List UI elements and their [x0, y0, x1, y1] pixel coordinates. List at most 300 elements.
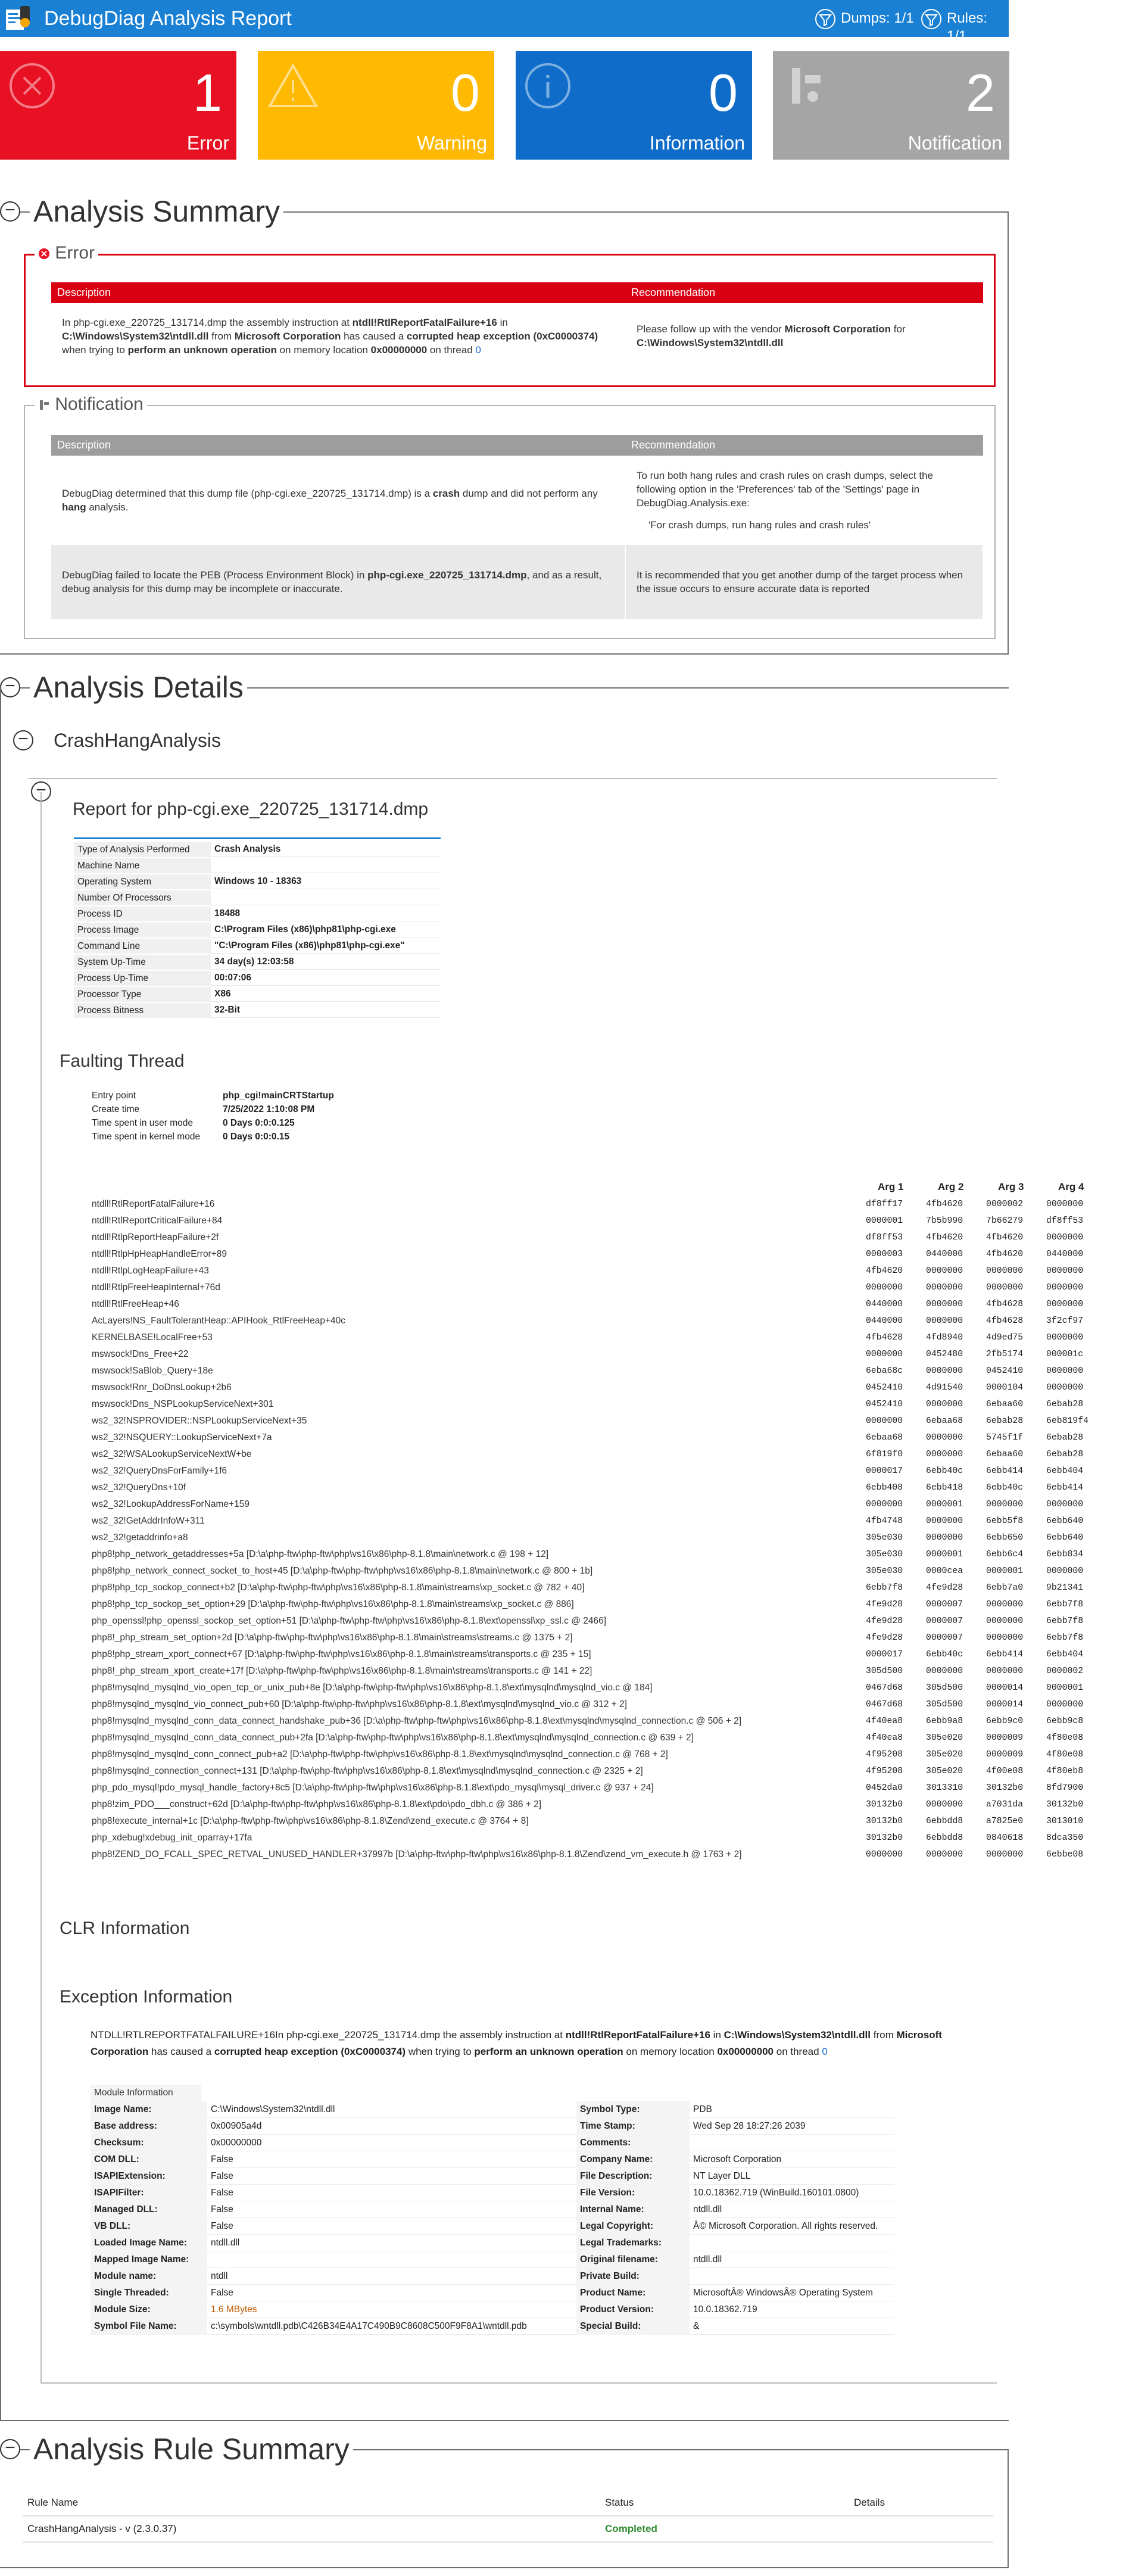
- arg-value: 0000000: [986, 1283, 1024, 1292]
- information-card[interactable]: [516, 51, 752, 160]
- table-row: [51, 303, 983, 369]
- thread-info-key: Entry point: [92, 1091, 136, 1101]
- arg4-header: Arg 4: [1058, 1181, 1084, 1192]
- arg-value: 0440000: [1046, 1250, 1084, 1259]
- arg-value: 6ebb40c: [926, 1466, 963, 1476]
- thread-info-value: 0 Days 0:0:0.125: [223, 1118, 295, 1128]
- stack-frame-args: [866, 1846, 1106, 1863]
- stack-frame-args: [866, 1479, 1106, 1496]
- stack-frame-args: [866, 1596, 1106, 1613]
- module-key: Product Version:: [576, 2301, 690, 2318]
- arg-value: 6ebb7f8: [1046, 1633, 1084, 1643]
- warning-card-label: Warning: [417, 132, 487, 154]
- arg-value: 305e030: [866, 1566, 903, 1576]
- information-circle-icon: [524, 62, 572, 110]
- arg-value: 0000000: [1046, 1333, 1084, 1342]
- table-row: [74, 923, 441, 937]
- module-value: 1.6 MBytes: [207, 2301, 576, 2318]
- table-row: [91, 2285, 894, 2301]
- arg-value: 0467d68: [866, 1683, 903, 1693]
- stack-frame: ws2_32!NSQUERY::LookupServiceNext+7a: [92, 1432, 272, 1443]
- stack-frame-args: [866, 1246, 1106, 1263]
- call-stack-args: [866, 1196, 1106, 1863]
- arg-value: 4f00e08: [986, 1767, 1024, 1776]
- thread-info-value: 7/25/2022 1:10:08 PM: [223, 1104, 315, 1114]
- property-key: System Up-Time: [74, 955, 211, 970]
- module-value: NT Layer DLL: [690, 2168, 894, 2185]
- arg-value: 0000000: [926, 1667, 963, 1676]
- notification-legend: [35, 394, 147, 415]
- stack-frame-args: [866, 1613, 1106, 1630]
- stack-frame-args: [866, 1663, 1106, 1680]
- notification-description-1: DebugDiag determined that this dump file (php-cgi.exe_220725_131714.dmp) is a crash dump and did not perform any hang analysis.: [51, 456, 625, 545]
- notification-col-description: Description: [57, 439, 111, 451]
- table-row: [91, 2235, 894, 2251]
- exception-thread-link[interactable]: 0: [822, 2046, 828, 2057]
- stack-frame: php8!mysqlnd_mysqlnd_conn_connect_pub+a2 [D:\a\php-ftw\php-ftw\php\vs16\x86\php-8.1.8\ext\mysqlnd\mysqlnd_connection.c @ 768 + 2]: [92, 1749, 668, 1759]
- module-value: 0x00000000: [207, 2135, 576, 2151]
- arg-value: 4f40ea8: [866, 1733, 903, 1743]
- module-key: Internal Name:: [576, 2201, 690, 2218]
- property-value: C:\Program Files (x86)\php81\php-cgi.exe: [211, 923, 441, 937]
- module-value: c:\symbols\wntdll.pdb\C426B34E4A17C490B9C8608C500F9F8A1\wntdll.pdb: [207, 2318, 576, 2335]
- stack-frame-args: [866, 1680, 1106, 1696]
- error-col-recommendation: Recommendation: [631, 286, 716, 298]
- notification-legend-label: Notification: [55, 394, 144, 414]
- stack-frame-args: [866, 1513, 1106, 1530]
- arg-value: 4fe9d28: [926, 1583, 963, 1593]
- analysis-details-title: Analysis Details: [30, 671, 247, 704]
- arg-value: df8ff17: [866, 1200, 903, 1209]
- stack-frame: ntdll!RtlFreeHeap+46: [92, 1299, 179, 1309]
- dumps-filter-count[interactable]: Dumps: 1/1: [841, 10, 914, 26]
- property-value: Crash Analysis: [211, 842, 441, 857]
- error-card[interactable]: [0, 51, 236, 160]
- arg1-header: Arg 1: [878, 1181, 904, 1192]
- arg-value: 305e030: [866, 1533, 903, 1543]
- arg-value: 0000001: [926, 1550, 963, 1559]
- stack-frame-args: [866, 1379, 1106, 1396]
- arg-value: 0000000: [986, 1500, 1024, 1509]
- arg-value: 4fb4628: [986, 1300, 1024, 1309]
- stack-frame-args: [866, 1429, 1106, 1446]
- module-information-table: [91, 2101, 894, 2335]
- stack-frame: ntdll!RtlpHpHeapHandleError+89: [92, 1249, 227, 1259]
- arg-value: 0000007: [926, 1600, 963, 1609]
- table-row: [74, 1003, 441, 1018]
- module-key: Mapped Image Name:: [91, 2251, 207, 2268]
- module-key: Single Threaded:: [91, 2285, 207, 2301]
- property-key: Command Line: [74, 939, 211, 954]
- arg-value: 4f80e08: [1046, 1733, 1084, 1743]
- module-value: False: [207, 2285, 576, 2301]
- module-key: File Description:: [576, 2168, 690, 2185]
- arg-value: 0000009: [986, 1750, 1024, 1759]
- module-value: MicrosoftÂ® WindowsÂ® Operating System: [690, 2285, 894, 2301]
- property-value: "C:\Program Files (x86)\php81\php-cgi.exe": [211, 939, 441, 954]
- arg-value: 6eba68c: [866, 1366, 903, 1376]
- module-key: Special Build:: [576, 2318, 690, 2335]
- arg-value: 6ebab28: [986, 1416, 1024, 1426]
- error-count: 1: [193, 63, 222, 122]
- stack-frame-args: [866, 1696, 1106, 1713]
- error-card-label: Error: [186, 132, 229, 154]
- stack-frame: php8!php_stream_xport_connect+67 [D:\a\php-ftw\php-ftw\php\vs16\x86\php-8.1.8\main\streams\transports.c @ 235 + 15]: [92, 1649, 591, 1659]
- arg-value: 0000007: [926, 1616, 963, 1626]
- stack-frame-args: [866, 1646, 1106, 1663]
- arg-value: 0000000: [926, 1266, 963, 1276]
- property-value: [211, 890, 441, 905]
- stack-frame: ws2_32!getaddrinfo+a8: [92, 1532, 188, 1543]
- arg-value: 4fb4620: [866, 1266, 903, 1276]
- stack-frame: ntdll!RtlpReportHeapFailure+2f: [92, 1232, 219, 1242]
- error-table: [51, 282, 984, 369]
- arg-value: 30132b0: [866, 1817, 903, 1826]
- module-key: Comments:: [576, 2135, 690, 2151]
- arg-value: 6ebaa60: [986, 1400, 1024, 1409]
- property-key: Process Bitness: [74, 1003, 211, 1018]
- arg-value: 0452da0: [866, 1783, 903, 1793]
- rule-summary-table: [23, 2490, 993, 2543]
- arg-value: 0452410: [866, 1400, 903, 1409]
- arg-value: 0000000: [986, 1616, 1024, 1626]
- arg-value: 305d500: [926, 1683, 963, 1693]
- table-row: [74, 987, 441, 1002]
- property-key: Operating System: [74, 874, 211, 889]
- arg-value: 0000000: [926, 1850, 963, 1859]
- arg-value: 30132b0: [866, 1833, 903, 1843]
- stack-frame: mswsock!Dns_Free+22: [92, 1349, 189, 1359]
- arg-value: 30132b0: [986, 1783, 1024, 1793]
- stack-frame: ws2_32!LookupAddressForName+159: [92, 1499, 249, 1509]
- module-key: Image Name:: [91, 2101, 207, 2118]
- arg-value: 0000000: [1046, 1700, 1084, 1709]
- arg-value: 000001c: [1046, 1350, 1084, 1359]
- property-value: 00:07:06: [211, 971, 441, 986]
- property-value: [211, 858, 441, 873]
- stack-frame: php8!php_network_getaddresses+5a [D:\a\php-ftw\php-ftw\php\vs16\x86\php-8.1.8\main\network.c @ 198 + 12]: [92, 1549, 549, 1559]
- arg-value: 4fb4628: [986, 1316, 1024, 1326]
- stack-frame: mswsock!Dns_NSPLookupServiceNext+301: [92, 1399, 274, 1409]
- rules-filter-count[interactable]: Rules: 1/1: [947, 10, 988, 44]
- arg-value: 0000000: [986, 1667, 1024, 1676]
- stack-frame-args: [866, 1530, 1106, 1546]
- dumps-filter-icon[interactable]: [815, 8, 836, 30]
- arg-value: 0000000: [986, 1633, 1024, 1643]
- module-key: Checksum:: [91, 2135, 207, 2151]
- stack-frame-args: [866, 1780, 1106, 1796]
- arg-value: 6ebb414: [986, 1650, 1024, 1659]
- module-value: &: [690, 2318, 894, 2335]
- property-value: X86: [211, 987, 441, 1002]
- arg-value: 0000001: [926, 1500, 963, 1509]
- module-key: VB DLL:: [91, 2218, 207, 2235]
- arg3-header: Arg 3: [998, 1181, 1024, 1192]
- warning-triangle-icon: [266, 62, 320, 110]
- report-title: DebugDiag Analysis Report: [44, 7, 292, 30]
- module-value: False: [207, 2185, 576, 2201]
- notification-card-label: Notification: [907, 132, 1002, 154]
- module-value: False: [207, 2218, 576, 2235]
- arg-value: 0000000: [1046, 1283, 1084, 1292]
- table-row: [23, 2490, 993, 2516]
- arg-value: 0000000: [986, 1600, 1024, 1609]
- arg-value: 0000007: [926, 1633, 963, 1643]
- stack-frame-args: [866, 1630, 1106, 1646]
- property-key: Process Up-Time: [74, 971, 211, 986]
- module-value: False: [207, 2168, 576, 2185]
- arg-value: 0000000: [986, 1266, 1024, 1276]
- arg-value: 8dca350: [1046, 1833, 1084, 1843]
- table-row: [74, 874, 441, 889]
- stack-frame-args: [866, 1796, 1106, 1813]
- arg-value: 0000000: [926, 1400, 963, 1409]
- arg-value: 4f95208: [866, 1767, 903, 1776]
- arg-value: 8fd7900: [1046, 1783, 1084, 1793]
- thread-info-key: Create time: [92, 1104, 140, 1114]
- arg-value: 4fe9d28: [866, 1633, 903, 1643]
- table-row: [74, 955, 441, 970]
- module-key: Symbol File Name:: [91, 2318, 207, 2335]
- debugdiag-logo-icon: [5, 5, 32, 32]
- module-key: ISAPIFilter:: [91, 2185, 207, 2201]
- arg-value: 4fb4628: [866, 1333, 903, 1342]
- thread-info-value: php_cgi!mainCRTStartup: [223, 1091, 334, 1101]
- property-value: 18488: [211, 907, 441, 921]
- module-key: Original filename:: [576, 2251, 690, 2268]
- stack-frame-args: [866, 1830, 1106, 1846]
- stack-frame: php8!execute_internal+1c [D:\a\php-ftw\php-ftw\php\vs16\x86\php-8.1.8\Zend\zend_execute.c @ 3764 + 8]: [92, 1816, 529, 1826]
- stack-frame: ws2_32!WSALookupServiceNextW+be: [92, 1449, 252, 1459]
- module-key: Private Build:: [576, 2268, 690, 2285]
- arg-value: 7b66279: [986, 1216, 1024, 1226]
- stack-frame-args: [866, 1546, 1106, 1563]
- module-key: Company Name:: [576, 2151, 690, 2168]
- arg-value: 0000014: [986, 1683, 1024, 1693]
- module-value: ntdll.dll: [690, 2201, 894, 2218]
- stack-frame-args: [866, 1213, 1106, 1229]
- arg-value: 0452480: [926, 1350, 963, 1359]
- arg-value: 0000000: [1046, 1566, 1084, 1576]
- summary-collapse-toggle[interactable]: −: [0, 201, 20, 222]
- module-key: Legal Trademarks:: [576, 2235, 690, 2251]
- stack-frame-args: [866, 1396, 1106, 1413]
- arg-value: 6ebb9a8: [926, 1717, 963, 1726]
- arg-value: a7825e0: [986, 1817, 1024, 1826]
- stack-frame-args: [866, 1263, 1106, 1279]
- rules-filter-icon[interactable]: [921, 8, 942, 30]
- notification-count: 2: [966, 63, 995, 122]
- arg-value: 6ebbdd8: [926, 1833, 963, 1843]
- arg-value: 6ebb7f8: [1046, 1616, 1084, 1626]
- arg-value: 305e020: [926, 1733, 963, 1743]
- arg-value: 0452410: [866, 1383, 903, 1393]
- rule-status-col: Status: [600, 2490, 849, 2516]
- stack-frame-args: [866, 1279, 1106, 1296]
- rule-status: Completed: [600, 2516, 849, 2542]
- stack-frame-args: [866, 1196, 1106, 1213]
- arg-value: 6ebb5f8: [986, 1516, 1024, 1526]
- stack-frame: ws2_32!QueryDnsForFamily+1f6: [92, 1466, 227, 1476]
- table-row: [91, 2101, 894, 2118]
- stack-frame: ntdll!RtlReportCriticalFailure+84: [92, 1216, 223, 1226]
- notification-recommendation-1: To run both hang rules and crash rules on crash dumps, select the following option in the 'Preferences' tab of the 'Settings' page in DebugDiag.Analysis.exe: 'For crash dumps, run hang rules and crash rules': [625, 456, 983, 545]
- arg-value: 4fe9d28: [866, 1616, 903, 1626]
- arg-value: 0440000: [866, 1300, 903, 1309]
- stack-frame: php8!php_tcp_sockop_set_option+29 [D:\a\php-ftw\php-ftw\php\vs16\x86\php-8.1.8\main\streams\xp_socket.c @ 886]: [92, 1599, 574, 1609]
- arg-value: 6ebb834: [1046, 1550, 1084, 1559]
- error-description: In php-cgi.exe_220725_131714.dmp the assembly instruction at ntdll!RtlReportFatalFailure+16 in C:\Windows\System32\ntdll.dll from Microsoft Corporation has caused a corrupted heap exception (0xC0000374) when trying to perform an unknown operation on memory location 0x00000000 on thread 0: [51, 303, 625, 369]
- table-row: [51, 545, 983, 619]
- arg-value: 0000000: [926, 1283, 963, 1292]
- exception-description: NTDLL!RTLREPORTFATALFAILURE+16In php-cgi.exe_220725_131714.dmp the assembly instruction at ntdll!RtlReportFatalFailure+16 in C:\Windows\System32\ntdll.dll from Microsoft Corporation has caused a corrupted heap exception (0xC0000374) when trying to perform an unknown operation on memory location 0x00000000 on thread 0: [91, 2029, 942, 2057]
- stack-frame: php8!mysqlnd_connection_connect+131 [D:\a\php-ftw\php-ftw\php\vs16\x86\php-8.1.8\ext\mysqlnd\mysqlnd_connection.c @ 2325 + 2]: [92, 1766, 643, 1776]
- property-key: Number Of Processors: [74, 890, 211, 905]
- warning-card[interactable]: [258, 51, 494, 160]
- table-row: [91, 2301, 894, 2318]
- arg-value: 0000014: [986, 1700, 1024, 1709]
- stack-frame: php_pdo_mysql!pdo_mysql_handle_factory+8c5 [D:\a\php-ftw\php-ftw\php\vs16\x86\php-8.1.8\ext\pdo_mysql\mysql_driver.c @ 937 + 24]: [92, 1783, 654, 1793]
- arg-value: 6ebb6c4: [986, 1550, 1024, 1559]
- arg-value: 0000002: [986, 1200, 1024, 1209]
- stack-frame: mswsock!SaBlob_Query+18e: [92, 1366, 213, 1376]
- report-heading-underline: [74, 837, 441, 839]
- clr-information-heading: CLR Information: [60, 1918, 190, 1938]
- arg-value: 0000000: [866, 1416, 903, 1426]
- stack-frame-args: [866, 1730, 1106, 1746]
- arg-value: 6ebaa60: [986, 1450, 1024, 1459]
- arg-value: 30132b0: [866, 1800, 903, 1809]
- stack-frame-args: [866, 1346, 1106, 1363]
- notification-tools-icon: [781, 62, 829, 110]
- module-value: ntdll.dll: [690, 2251, 894, 2268]
- module-value: False: [207, 2151, 576, 2168]
- arg-value: 0440000: [866, 1316, 903, 1326]
- arg-value: df8ff53: [1046, 1216, 1084, 1226]
- crashhang-collapse-toggle[interactable]: −: [13, 730, 33, 750]
- report-collapse-toggle[interactable]: −: [31, 781, 51, 802]
- arg-value: 4f40ea8: [866, 1717, 903, 1726]
- thread-link[interactable]: 0: [475, 344, 481, 356]
- arg-value: 0000cea: [926, 1566, 963, 1576]
- arg-value: a7031da: [986, 1800, 1024, 1809]
- stack-frame: php8!mysqlnd_mysqlnd_vio_open_tcp_or_unix_pub+8e [D:\a\php-ftw\php-ftw\php\vs16\x86\php-8.1.8\ext\mysqlnd\mysqlnd_vio.c @ 184]: [92, 1683, 653, 1693]
- arg-value: 4fb4620: [986, 1250, 1024, 1259]
- arg-value: 305d500: [866, 1667, 903, 1676]
- stack-frame: ws2_32!GetAddrInfoW+311: [92, 1516, 205, 1526]
- module-key: Module name:: [91, 2268, 207, 2285]
- arg-value: 0000000: [1046, 1200, 1084, 1209]
- module-value: [690, 2135, 894, 2151]
- arg-value: 0000000: [866, 1500, 903, 1509]
- module-value: False: [207, 2201, 576, 2218]
- arg-value: 0000000: [926, 1516, 963, 1526]
- stack-frame-args: [866, 1463, 1106, 1479]
- notification-table: [51, 435, 984, 619]
- module-key: Product Name:: [576, 2285, 690, 2301]
- arg-value: 6ebb404: [1046, 1466, 1084, 1476]
- table-row: [92, 1089, 339, 1102]
- stack-frame: ntdll!RtlpFreeHeapInternal+76d: [92, 1282, 220, 1292]
- table-row: [91, 2135, 894, 2151]
- stack-frame: php8!mysqlnd_mysqlnd_conn_data_connect_handshake_pub+36 [D:\a\php-ftw\php-ftw\php\vs16\x86\php-8.1.8\ext\mysqlnd\mysqlnd_connection.c @ 506 + 2]: [92, 1716, 742, 1726]
- notification-recommendation-2: It is recommended that you get another dump of the target process when the issue occurs to ensure accurate data is reported: [625, 545, 983, 619]
- stack-frame: php8!mysqlnd_mysqlnd_vio_connect_pub+60 [D:\a\php-ftw\php-ftw\php\vs16\x86\php-8.1.8\ext\mysqlnd\mysqlnd_vio.c @ 312 + 2]: [92, 1699, 627, 1709]
- table-row: [74, 971, 441, 986]
- analysis-rule-summary-title: Analysis Rule Summary: [30, 2432, 353, 2466]
- thread-info-key: Time spent in kernel mode: [92, 1132, 201, 1142]
- arg-value: 6ebb414: [1046, 1483, 1084, 1493]
- stack-frame: php8!zim_PDO___construct+62d [D:\a\php-ftw\php-ftw\php\vs16\x86\php-8.1.8\ext\pdo\pdo_dbh.c @ 386 + 2]: [92, 1799, 542, 1809]
- stack-frame: php_xdebug!xdebug_init_oparray+17fa: [92, 1833, 252, 1843]
- arg-value: 4fe9d28: [866, 1600, 903, 1609]
- error-legend: [35, 243, 98, 263]
- arg-value: 6f819f0: [866, 1450, 903, 1459]
- module-information-label: Module Information: [91, 2085, 201, 2101]
- arg-value: 6eb819f4: [1046, 1416, 1089, 1426]
- table-row: [91, 2251, 894, 2268]
- arg-value: 0000017: [866, 1650, 903, 1659]
- notification-card[interactable]: [773, 51, 1009, 160]
- module-value: ntdll.dll: [207, 2235, 576, 2251]
- rule-summary-collapse-toggle[interactable]: −: [0, 2439, 20, 2459]
- table-row: [91, 2168, 894, 2185]
- arg-value: 4f95208: [866, 1750, 903, 1759]
- arg-value: 0000000: [1046, 1233, 1084, 1242]
- arg-value: 0840618: [986, 1833, 1024, 1843]
- report-header-bar: [0, 0, 1009, 44]
- stack-frame: php8!php_tcp_sockop_connect+b2 [D:\a\php-ftw\php-ftw\php\vs16\x86\php-8.1.8\main\streams\xp_socket.c @ 782 + 40]: [92, 1583, 585, 1593]
- arg-value: 0452410: [986, 1366, 1024, 1376]
- arg-value: 305e020: [926, 1750, 963, 1759]
- module-value: [690, 2268, 894, 2285]
- arg-value: 305e020: [926, 1767, 963, 1776]
- arg-value: 3013010: [1046, 1817, 1084, 1826]
- arg-value: 4fb4620: [986, 1233, 1024, 1242]
- arg-value: 0000000: [866, 1350, 903, 1359]
- stack-frame-args: [866, 1496, 1106, 1513]
- property-key: Type of Analysis Performed: [74, 842, 211, 857]
- arg-value: 30132b0: [1046, 1800, 1084, 1809]
- arg-value: 0000000: [1046, 1366, 1084, 1376]
- arg-value: 3013310: [926, 1783, 963, 1793]
- arg-value: 0000000: [926, 1800, 963, 1809]
- arg-value: 4fb4620: [926, 1233, 963, 1242]
- module-key: Managed DLL:: [91, 2201, 207, 2218]
- module-value: C:\Windows\System32\ntdll.dll: [207, 2101, 576, 2118]
- arg-value: 0000000: [926, 1450, 963, 1459]
- crashhang-group-title: CrashHangAnalysis: [54, 730, 222, 751]
- arg-value: 0000000: [866, 1283, 903, 1292]
- arg-value: 6ebb9c0: [986, 1717, 1024, 1726]
- table-row: [92, 1130, 339, 1144]
- stack-frame: ws2_32!QueryDns+10f: [92, 1482, 186, 1493]
- arg2-header: Arg 2: [938, 1181, 964, 1192]
- notification-tools-small-icon: [38, 399, 50, 411]
- stack-frame-args: [866, 1229, 1106, 1246]
- arg-value: 305d500: [926, 1700, 963, 1709]
- module-value: Wed Sep 28 18:27:26 2039: [690, 2118, 894, 2135]
- details-collapse-toggle[interactable]: −: [0, 677, 20, 697]
- table-row: [74, 907, 441, 921]
- arg-value: 6ebb404: [1046, 1650, 1084, 1659]
- arg-value: 6ebb408: [866, 1483, 903, 1493]
- arg-value: 0000000: [926, 1300, 963, 1309]
- module-key: Base address:: [91, 2118, 207, 2135]
- arg-value: 0000104: [986, 1383, 1024, 1393]
- stack-frame: php_openssl!php_openssl_sockop_set_option+51 [D:\a\php-ftw\php-ftw\php\vs16\x86\php-8.1.8\ext\openssl\xp_ssl.c @ 2466]: [92, 1616, 607, 1626]
- arg-value: 4d91540: [926, 1383, 963, 1393]
